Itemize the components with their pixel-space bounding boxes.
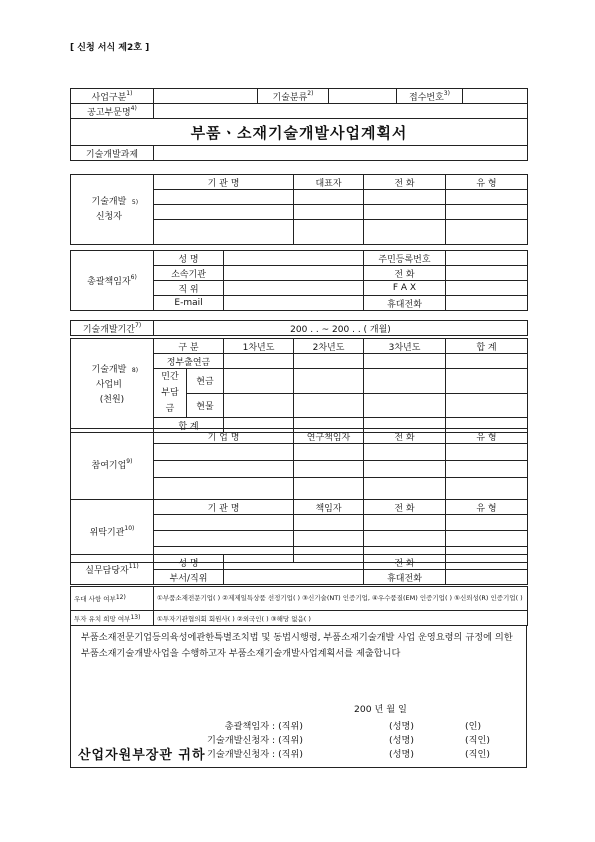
partner-header-type: 유 형	[446, 429, 528, 444]
applicant-cell[interactable]	[294, 190, 364, 205]
pi-email-field[interactable]	[224, 296, 364, 311]
cost-cell[interactable]	[294, 354, 364, 369]
signature-seal: (인)	[465, 721, 482, 732]
period-field[interactable]: 200 . . ~ 200 . . ( 개월)	[154, 321, 528, 336]
cost-table	[70, 338, 528, 433]
form-number-label: [ 신청 서식 제2호 ]	[70, 43, 150, 53]
cost-cell[interactable]	[364, 393, 446, 418]
applicant-cell[interactable]	[446, 220, 528, 245]
applicant-header-phone: 전 화	[364, 175, 446, 190]
pi-rrn-field[interactable]	[446, 251, 528, 266]
consign-cell[interactable]	[446, 515, 528, 531]
cost-gov-label: 정부출연금	[154, 354, 224, 369]
cost-cell[interactable]	[446, 369, 528, 394]
consign-header-type: 유 형	[446, 500, 528, 515]
pi-position-field[interactable]	[224, 281, 364, 296]
cost-cell[interactable]	[224, 393, 294, 418]
applicant-cell[interactable]	[294, 220, 364, 245]
consign-cell[interactable]	[154, 515, 294, 531]
cost-cell[interactable]	[294, 369, 364, 394]
cost-private-label: 민간 부담금	[154, 369, 187, 418]
partner-cell[interactable]	[446, 461, 528, 478]
tech-class-label: 기술분류$^{2)}$	[258, 89, 329, 104]
signature-role: 기술개발신청자 : (직위)	[207, 735, 303, 746]
pi-phone-label: 전 화	[364, 266, 446, 281]
cost-cell[interactable]	[446, 354, 528, 369]
partner-label: 참여기업$^{9)}$	[71, 429, 154, 500]
signature-seal: (직인)	[465, 735, 490, 746]
pi-org-field[interactable]	[224, 266, 364, 281]
consign-cell[interactable]	[294, 515, 364, 531]
pi-table	[70, 250, 528, 311]
receipt-number-field[interactable]	[463, 89, 528, 104]
period-table	[70, 320, 528, 336]
applicant-header-type: 유 형	[446, 175, 528, 190]
sector-field[interactable]	[154, 89, 258, 104]
cost-cell[interactable]	[224, 369, 294, 394]
partner-cell[interactable]	[446, 444, 528, 461]
cost-cell[interactable]	[294, 393, 364, 418]
pi-position-label: 직 위	[154, 281, 224, 296]
cost-cell[interactable]	[224, 354, 294, 369]
cost-inkind-label: 현물	[187, 393, 224, 418]
signature-name: (성명)	[389, 735, 414, 746]
staff-label: 실무담당자$^{11)}$	[71, 555, 154, 585]
pi-org-label: 소속기관	[154, 266, 224, 281]
pi-mobile-label: 휴대전화	[364, 296, 446, 311]
consign-header-lead: 책임자	[294, 500, 364, 515]
pi-label: 총괄책임자$^{6)}$	[71, 251, 154, 311]
submission-date: 200 년 월 일	[354, 704, 407, 715]
applicant-cell[interactable]	[294, 205, 364, 220]
page-title: 부품ㆍ소재기술개발사업계획서	[71, 119, 528, 146]
consign-header-phone: 전 화	[364, 500, 446, 515]
partner-cell[interactable]	[154, 478, 294, 500]
consign-cell[interactable]	[364, 515, 446, 531]
priority-options[interactable]: ①부품소재전문기업( ) ②제제일특상품 선정기업( ) ③신기술(NT) 인증기업, ④우수품질(EM) 인증기업( ) ⑤신뢰성(R) 인증기업( )	[154, 587, 528, 611]
applicant-cell[interactable]	[364, 220, 446, 245]
signature-name: (성명)	[389, 721, 414, 732]
partner-header-company: 기 업 명	[154, 429, 294, 444]
addressee: 산업자원부장관 귀하	[78, 748, 206, 763]
partner-table	[70, 428, 528, 500]
cost-cell[interactable]	[364, 354, 446, 369]
applicant-header-ceo: 대표자	[294, 175, 364, 190]
cost-header-year3: 3차년도	[364, 339, 446, 354]
staff-name-field[interactable]	[224, 555, 364, 570]
applicant-cell[interactable]	[446, 205, 528, 220]
partner-cell[interactable]	[364, 478, 446, 500]
signature-seal: (직인)	[465, 749, 490, 760]
invest-options[interactable]: ①투자기관협의회 회원사( ) ②외국인( ) ③해당 없음( )	[154, 611, 528, 626]
partner-cell[interactable]	[294, 461, 364, 478]
staff-mobile-label: 휴대전화	[364, 570, 446, 585]
announcement-field[interactable]	[154, 104, 528, 119]
pi-rrn-label: 주민등록번호	[364, 251, 446, 266]
staff-phone-label: 전 화	[364, 555, 446, 570]
signature-role: 기술개발신청자 : (직위)	[207, 749, 303, 760]
signature-name: (성명)	[389, 749, 414, 760]
staff-phone-field[interactable]	[446, 555, 528, 570]
applicant-cell[interactable]	[364, 205, 446, 220]
cost-total-label: 합 계	[154, 418, 224, 433]
receipt-number-label: 접수번호$^{3)}$	[397, 89, 463, 104]
staff-name-label: 성 명	[154, 555, 224, 570]
cost-header-year2: 2차년도	[294, 339, 364, 354]
cost-label: 기술개발 사업비$^{8)}$ (천원)	[71, 339, 154, 433]
consign-cell[interactable]	[154, 531, 294, 547]
pi-fax-label: F A X	[364, 281, 446, 296]
pi-name-field[interactable]	[224, 251, 364, 266]
staff-mobile-field[interactable]	[446, 570, 528, 585]
partner-cell[interactable]	[154, 461, 294, 478]
consign-cell[interactable]	[294, 531, 364, 547]
staff-dept-field[interactable]	[224, 570, 364, 585]
consign-cell[interactable]	[446, 531, 528, 547]
pi-name-label: 성 명	[154, 251, 224, 266]
priority-table	[70, 586, 528, 626]
partner-cell[interactable]	[446, 478, 528, 500]
cost-header-year1: 1차년도	[224, 339, 294, 354]
partner-cell[interactable]	[294, 444, 364, 461]
period-label: 기술개발기간$^{7)}$	[71, 321, 154, 336]
pi-email-label: E-mail	[154, 296, 224, 311]
applicant-cell[interactable]	[154, 190, 294, 205]
staff-dept-label: 부서/직위	[154, 570, 224, 585]
header-table	[70, 88, 528, 161]
priority-label: 우대 사항 여부12)	[71, 587, 154, 611]
applicant-cell[interactable]	[364, 190, 446, 205]
project-field[interactable]	[154, 146, 528, 161]
applicant-cell[interactable]	[446, 190, 528, 205]
sector-label: 사업구분$^{1)}$	[71, 89, 154, 104]
applicant-cell[interactable]	[154, 220, 294, 245]
project-label: 기술개발과제	[71, 146, 154, 161]
applicant-header-org: 기 관 명	[154, 175, 294, 190]
signature-role: 총괄책임자 : (직위)	[224, 721, 303, 732]
pi-phone-field[interactable]	[446, 266, 528, 281]
cost-cash-label: 현금	[187, 369, 224, 394]
pi-mobile-field[interactable]	[446, 296, 528, 311]
partner-header-lead: 연구책임자	[294, 429, 364, 444]
partner-cell[interactable]	[294, 478, 364, 500]
applicant-cell[interactable]	[154, 205, 294, 220]
applicant-label: 기술개발 신청자$^{5)}$	[71, 175, 154, 245]
cost-cell[interactable]	[446, 393, 528, 418]
consign-label: 위탁기관$^{10)}$	[71, 500, 154, 563]
partner-header-phone: 전 화	[364, 429, 446, 444]
announcement-label: 공고부문명$^{4)}$	[71, 104, 154, 119]
cost-cell[interactable]	[364, 369, 446, 394]
consign-cell[interactable]	[364, 531, 446, 547]
staff-table	[70, 554, 528, 585]
partner-cell[interactable]	[154, 444, 294, 461]
declaration-text: 부품소재전문기업등의육성에관한특별조치법 및 동법시행령, 부품소재기술개발 사업 운영요령의 규정에 의한 부품소재기술개발사업을 수행하고자 부품소재기술개발사업계획서를 제출합니다	[81, 632, 513, 659]
pi-fax-field[interactable]	[446, 281, 528, 296]
cost-header-category: 구 분	[154, 339, 224, 354]
partner-cell[interactable]	[364, 461, 446, 478]
invest-label: 투자 유치 희망 여부13)	[71, 611, 154, 626]
signature-row	[71, 718, 528, 732]
partner-cell[interactable]	[364, 444, 446, 461]
tech-class-field[interactable]	[329, 89, 397, 104]
cost-header-total: 합 계	[446, 339, 528, 354]
applicant-table	[70, 174, 528, 245]
consign-header-agency: 기 관 명	[154, 500, 294, 515]
